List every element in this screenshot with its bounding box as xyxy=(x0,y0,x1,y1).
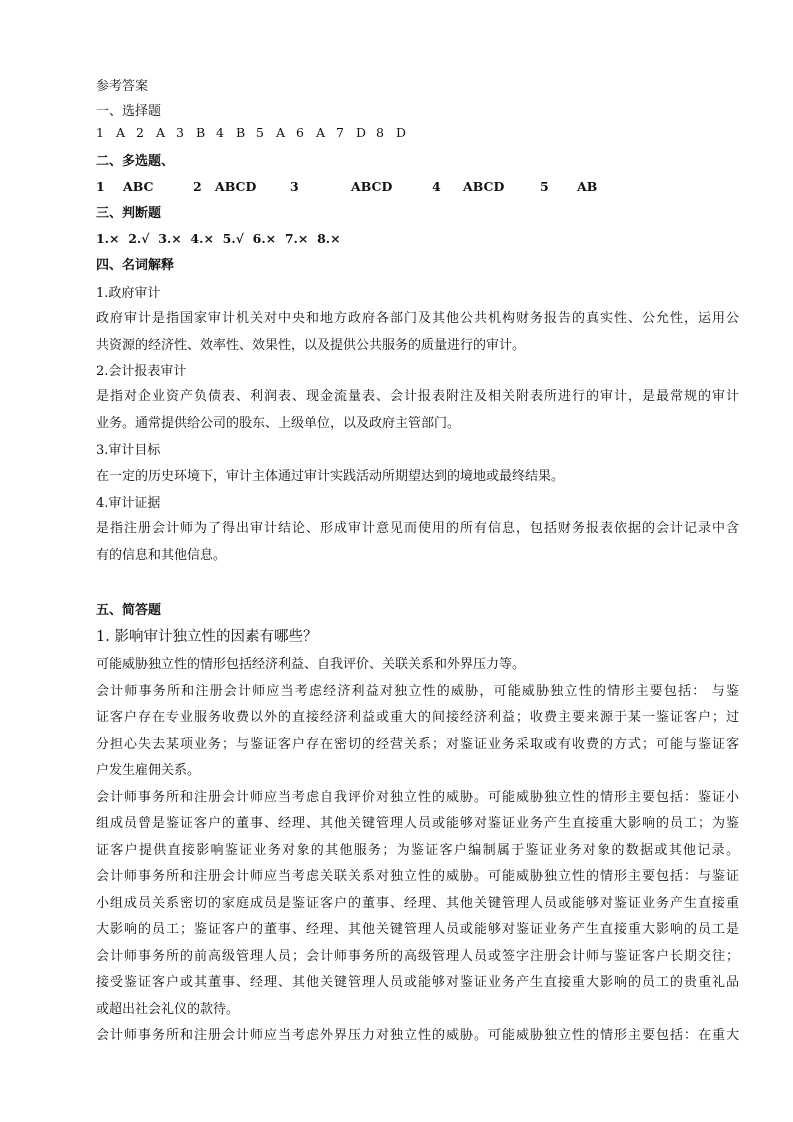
section-heading-short-answer: 五、简答题 xyxy=(96,603,162,618)
answer-line: 户发生雇佣关系。 xyxy=(96,763,201,778)
choice-ans: A xyxy=(276,125,286,140)
choice-num: 3 xyxy=(176,125,184,140)
choice-ans: A xyxy=(156,125,166,140)
multi-num: 5 xyxy=(540,179,549,194)
multi-num: 2 xyxy=(193,179,202,194)
answer-line: 大影响的员工；鉴证客户的董事、经理、其他关键管理人员或能够对鉴证业务产生直接重大影响的员工是 xyxy=(96,922,739,937)
multi-ans: AB xyxy=(577,179,598,194)
term-definition-line: 业务。通常提供给公司的股东、上级单位，以及政府主管部门。 xyxy=(96,416,461,431)
judge-answers-row: 1.× 2.√ 3.× 4.× 5.√ 6.× 7.× 8.× xyxy=(96,231,341,246)
multi-num: 3 xyxy=(290,179,299,194)
multi-ans: ABCD xyxy=(463,179,505,194)
answer-line: 组成员曾是鉴证客户的董事、经理、其他关键管理人员或能够对鉴证业务产生直接重大影响的员工；为鉴 xyxy=(96,816,739,831)
term-title: 2.会计报表审计 xyxy=(96,364,187,379)
answer-line: 可能威胁独立性的情形包括经济利益、自我评价、关联关系和外界压力等。 xyxy=(96,657,526,672)
choice-num: 2 xyxy=(136,125,144,140)
answer-line: 证客户提供直接影响鉴证业务对象的其他服务；为鉴证客户编制属于鉴证业务对象的数据或其他记录。 xyxy=(96,843,739,858)
answer-line: 分担心失去某项业务；与鉴证客户存在密切的经营关系；对鉴证业务采取或有收费的方式；可能与鉴证客 xyxy=(96,737,739,752)
choice-num: 7 xyxy=(336,125,344,140)
choice-ans: A xyxy=(316,125,326,140)
answer-line: 会计师事务所和注册会计师应当考虑关联关系对独立性的威胁。可能威胁独立性的情形主要包括：与鉴证 xyxy=(96,869,739,884)
choice-ans: D xyxy=(396,125,407,140)
term-definition-line: 是指对企业资产负债表、利润表、现金流量表、会计报表附注及相关附表所进行的审计，是最常规的审计 xyxy=(96,389,739,404)
multi-num: 4 xyxy=(432,179,441,194)
choice-num: 8 xyxy=(376,125,384,140)
choice-num: 4 xyxy=(216,125,224,140)
multi-ans: ABC xyxy=(123,179,154,194)
term-title: 1.政府审计 xyxy=(96,286,161,301)
term-definition-line: 在一定的历史环境下，审计主体通过审计实践活动所期望达到的境地或最终结果。 xyxy=(96,469,565,484)
choice-num: 5 xyxy=(256,125,264,140)
multi-ans: ABCD xyxy=(351,179,393,194)
section-heading-choice: 一、选择题 xyxy=(96,104,162,119)
choice-num: 6 xyxy=(296,125,304,140)
answer-line: 会计师事务所和注册会计师应当考虑外界压力对独立性的威胁。可能威胁独立性的情形主要包括：在重大 xyxy=(96,1028,739,1043)
term-title: 4.审计证据 xyxy=(96,496,161,511)
question-title: 1. 影响审计独立性的因素有哪些？ xyxy=(96,629,318,645)
answer-line: 或超出社会礼仪的款待。 xyxy=(96,1002,240,1017)
choice-ans: B xyxy=(196,125,206,140)
page-title: 参考答案 xyxy=(96,79,149,94)
answer-line: 证客户存在专业服务收费以外的直接经济利益或重大的间接经济利益；收费主要来源于某一鉴证客户；过 xyxy=(96,710,739,725)
term-definition-line: 是指注册会计师为了得出审计结论、形成审计意见而使用的所有信息，包括财务报表依据的会计记录中含 xyxy=(96,521,739,536)
choice-ans: B xyxy=(236,125,246,140)
answer-line: 会计师事务所和注册会计师应当考虑自我评价对独立性的威胁。可能威胁独立性的情形主要包括：鉴证小 xyxy=(96,790,739,805)
choice-num: 1 xyxy=(96,125,104,140)
answer-line: 会计师事务所的前高级管理人员；会计师事务所的高级管理人员或签字注册会计师与鉴证客户长期交往； xyxy=(96,949,739,964)
section-heading-multi: 二、多选题、 xyxy=(96,154,175,169)
answer-line: 接受鉴证客户或其董事、经理、其他关键管理人员或能够对鉴证业务产生直接重大影响的员工的贵重礼品 xyxy=(96,975,739,990)
section-heading-judge: 三、判断题 xyxy=(96,206,162,221)
term-definition-line: 有的信息和其他信息。 xyxy=(96,548,227,563)
choice-ans: A xyxy=(116,125,126,140)
term-definition-line: 共资源的经济性、效率性、效果性，以及提供公共服务的质量进行的审计。 xyxy=(96,338,526,353)
section-heading-terms: 四、名词解释 xyxy=(96,258,175,273)
term-title: 3.审计目标 xyxy=(96,443,161,458)
answer-line: 会计师事务所和注册会计师应当考虑经济利益对独立性的威胁，可能威胁独立性的情形主要包括： 与鉴 xyxy=(96,684,739,699)
choice-ans: D xyxy=(356,125,367,140)
multi-num: 1 xyxy=(96,179,105,194)
multi-ans: ABCD xyxy=(215,179,257,194)
answer-line: 小组成员关系密切的家庭成员是鉴证客户的董事、经理、其他关键管理人员或能够对鉴证业务产生直接重 xyxy=(96,896,739,911)
term-definition-line: 政府审计是指国家审计机关对中央和地方政府各部门及其他公共机构财务报告的真实性、公允性，运用公 xyxy=(96,311,739,326)
